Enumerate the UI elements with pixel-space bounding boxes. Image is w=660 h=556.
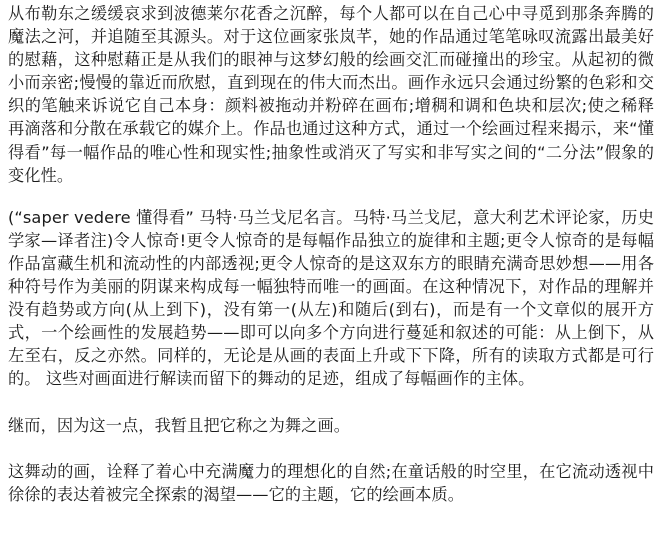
paragraph-intro: 从布勒东之缓缓哀求到波德莱尔花香之沉醉，每个人都可以在自己心中寻觅到那条奔腾的魔法之河，并追随至其源头。对于这位画家张岚芊，她的作品通过笔笔咏叹流露出最美好的慰藉，这种慰藉正是从我们的眼神与这梦幻般的绘画交汇而碰撞出的珍宝。从起初的微小而亲密;慢慢的靠近而欣慰，直到现在的伟大而杰出。画作永远只会通过纷繁的色彩和交织的笔触来诉说它自己本身：颜料被拖动并粉碎在画布;增稠和调和色块和层次;使之稀释再滴落和分散在承载它的媒介上。作品也通过这种方式，通过一个绘画过程来揭示，来“懂得看”每一幅作品的唯心性和现实性;抽象性或消灭了写实和非写实之间的“二分法”假象的变化性。 [8, 4, 654, 185]
paragraph-dance-painting: 继而，因为这一点，我暂且把它称之为舞之画。 [8, 415, 351, 435]
paragraph-conclusion: 这舞动的画，诠释了着心中充满魔力的理想化的自然;在童话般的时空里，在它流动透视中徐徐的表达着被完全探索的渴望——它的主题，它的绘画本质。 [8, 461, 654, 504]
paragraph-saper-vedere: (“saper vedere 懂得看” 马特·马兰戈尼名言。马特·马兰戈尼，意大利艺术评论家，历史学家—译者注)令人惊奇!更令人惊奇的是每幅作品独立的旋律和主题;更令人惊奇的是每幅作品富藏生机和流动性的内部透视;更令人惊奇的是这双东方的眼睛充满奇思妙想——用各种符号作为美丽的阴谋来构成每一幅独特而唯一的画面。在这种情况下，对作品的理解并没有趋势或方向(从上到下)，没有第一(从左)和随后(到右)，而是有一个文章似的展开方式，一个绘画性的发展趋势——即可以向多个方向进行蔓延和叙述的可能：从上倒下，从左至右，反之亦然。同样的，无论是从画的表面上升或下下降，所有的读取方式都是可行的。 这些对画面进行解读而留下的舞动的足迹，组成了每幅画作的主体。 [8, 207, 654, 389]
document-body [8, 2, 654, 506]
